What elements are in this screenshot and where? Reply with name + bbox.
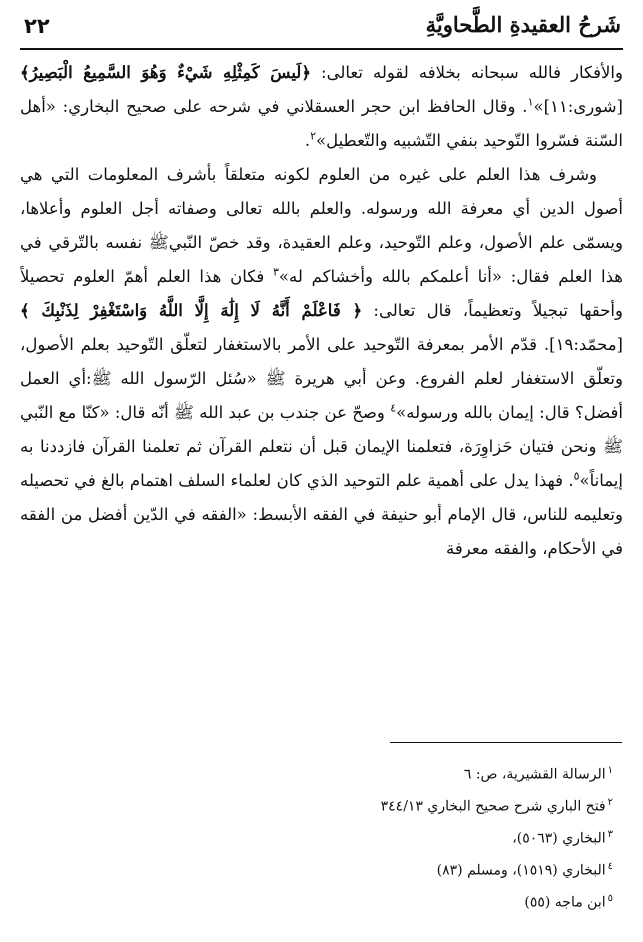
footnote-text: البخاري (١٥١٩)، ومسلم (٨٣) bbox=[436, 862, 606, 879]
quran-quote: ﴿ فَاعْلَمْ أَنَّهُ لَا إِلَٰهَ إِلَّا اللَّهُ وَاسْتَغْفِرْ لِذَنْبِكَ ﴾ bbox=[20, 301, 363, 320]
footnote-marker: ٥ bbox=[573, 469, 580, 483]
footnote-separator bbox=[390, 742, 622, 743]
footnote-text: فتح الباري شرح صحيح البخاري ٣٤٤/١٣ bbox=[380, 798, 606, 815]
footnote-3 bbox=[20, 820, 613, 852]
footnote-5 bbox=[20, 884, 613, 916]
footnotes bbox=[20, 756, 613, 916]
quran-quote: ﴿لَيسَ كَمِثْلِهِ شَيْءٌ وَهُوَ السَّمِيعُ الْبَصِيرُ﴾ bbox=[20, 63, 311, 82]
text-run: فكان هذا العلم أهمّ العلوم تحصيلاً وأحقها تبجيلاً وتعظيماً، قال تعالى: bbox=[20, 267, 623, 320]
footnote-number: ٥ bbox=[607, 893, 613, 904]
text-run: وشرف هذا العلم على غيره من العلوم لكونه متعلقاً بأشرف المعلومات التي هي أصول الدين أي معرفة الله ورسوله. والعلم بالله تعالى وصفاته أجل العلوم وأعلاها، ويسمّى علم الأصول، وعلم التّوحيد، وعلم العقيدة، وقد خصّ النّبيﷺ نفسه بالتّرقي في هذا العلم فقال: «أنا أعلمكم بالله وأخشاكم له» bbox=[20, 165, 623, 286]
footnote-text: البخاري (٥٠٦٣)، bbox=[512, 830, 606, 847]
text-run: [شورى:١١]» bbox=[533, 97, 623, 116]
footnote-number: ١ bbox=[607, 765, 613, 776]
running-title: شَرحُ العقيدةِ الطَّحاويَّةِ bbox=[425, 12, 621, 37]
footnote-text: الرسالة القشيرية، ص: ٦ bbox=[463, 766, 606, 783]
footnote-text: ابن ماجه (٥٥) bbox=[524, 894, 606, 911]
footnote-number: ٣ bbox=[607, 829, 613, 840]
text-run: وصحّ عن جندب بن عبد الله ﷺ أنّه قال: «كنّا مع النّبي ﷺ ونحن فتيان حَزاوِرَة، فتعلمنا الإيمان قبل أن نتعلم القرآن ثم تعلمنا القرآن فازددنا به إيماناً» bbox=[20, 403, 623, 490]
footnote-marker: ٢ bbox=[310, 129, 316, 143]
footnote-1 bbox=[20, 756, 613, 788]
page-number: ٢٢ bbox=[24, 14, 50, 38]
footnote-number: ٢ bbox=[607, 797, 613, 808]
text-run: . وقال الحافظ ابن حجر العسقلاني في شرحه على صحيح البخاري: «أهل السّنة فسّروا التّوحيد بنفي التّشبيه والتّعطيل» bbox=[20, 97, 623, 150]
text-run: [محمّد:١٩]. قدّم الأمر بمعرفة التّوحيد على الأمر بالاستغفار لتعلّق التّوحيد بعلم الأصول، وتعلّق الاستغفار لعلم الفروع. وعن أبي هريرة ﷺ «سُئل الرّسول الله ﷺ:أي العمل أفضل؟ قال: إيمان بالله ورسوله» bbox=[20, 335, 623, 422]
footnote-marker: ٤ bbox=[390, 401, 397, 415]
footnote-2 bbox=[20, 788, 613, 820]
paragraph bbox=[20, 158, 623, 566]
text-run: . bbox=[304, 131, 311, 150]
text-run: والأفكار فالله سبحانه بخلافه لقوله تعالى: bbox=[311, 63, 623, 82]
paragraph bbox=[20, 56, 623, 158]
header-rule bbox=[20, 48, 623, 50]
body-text bbox=[20, 56, 623, 728]
page-header bbox=[20, 6, 623, 46]
footnote-4 bbox=[20, 852, 613, 884]
footnote-number: ٤ bbox=[607, 861, 613, 872]
footnote-marker: ١ bbox=[527, 95, 534, 109]
text-run: . فهذا يدل على أهمية علم التوحيد الذي كان لعلماء السلف اهتمام بالغ في تحصيله وتعليمه للناس، قال الإمام أبو حنيفة في الفقه الأبسط: «الفقه في الدّين أفضل من الفقه في الأحكام، والفقه معرفة bbox=[20, 471, 623, 558]
footnote-marker: ٣ bbox=[273, 265, 279, 279]
